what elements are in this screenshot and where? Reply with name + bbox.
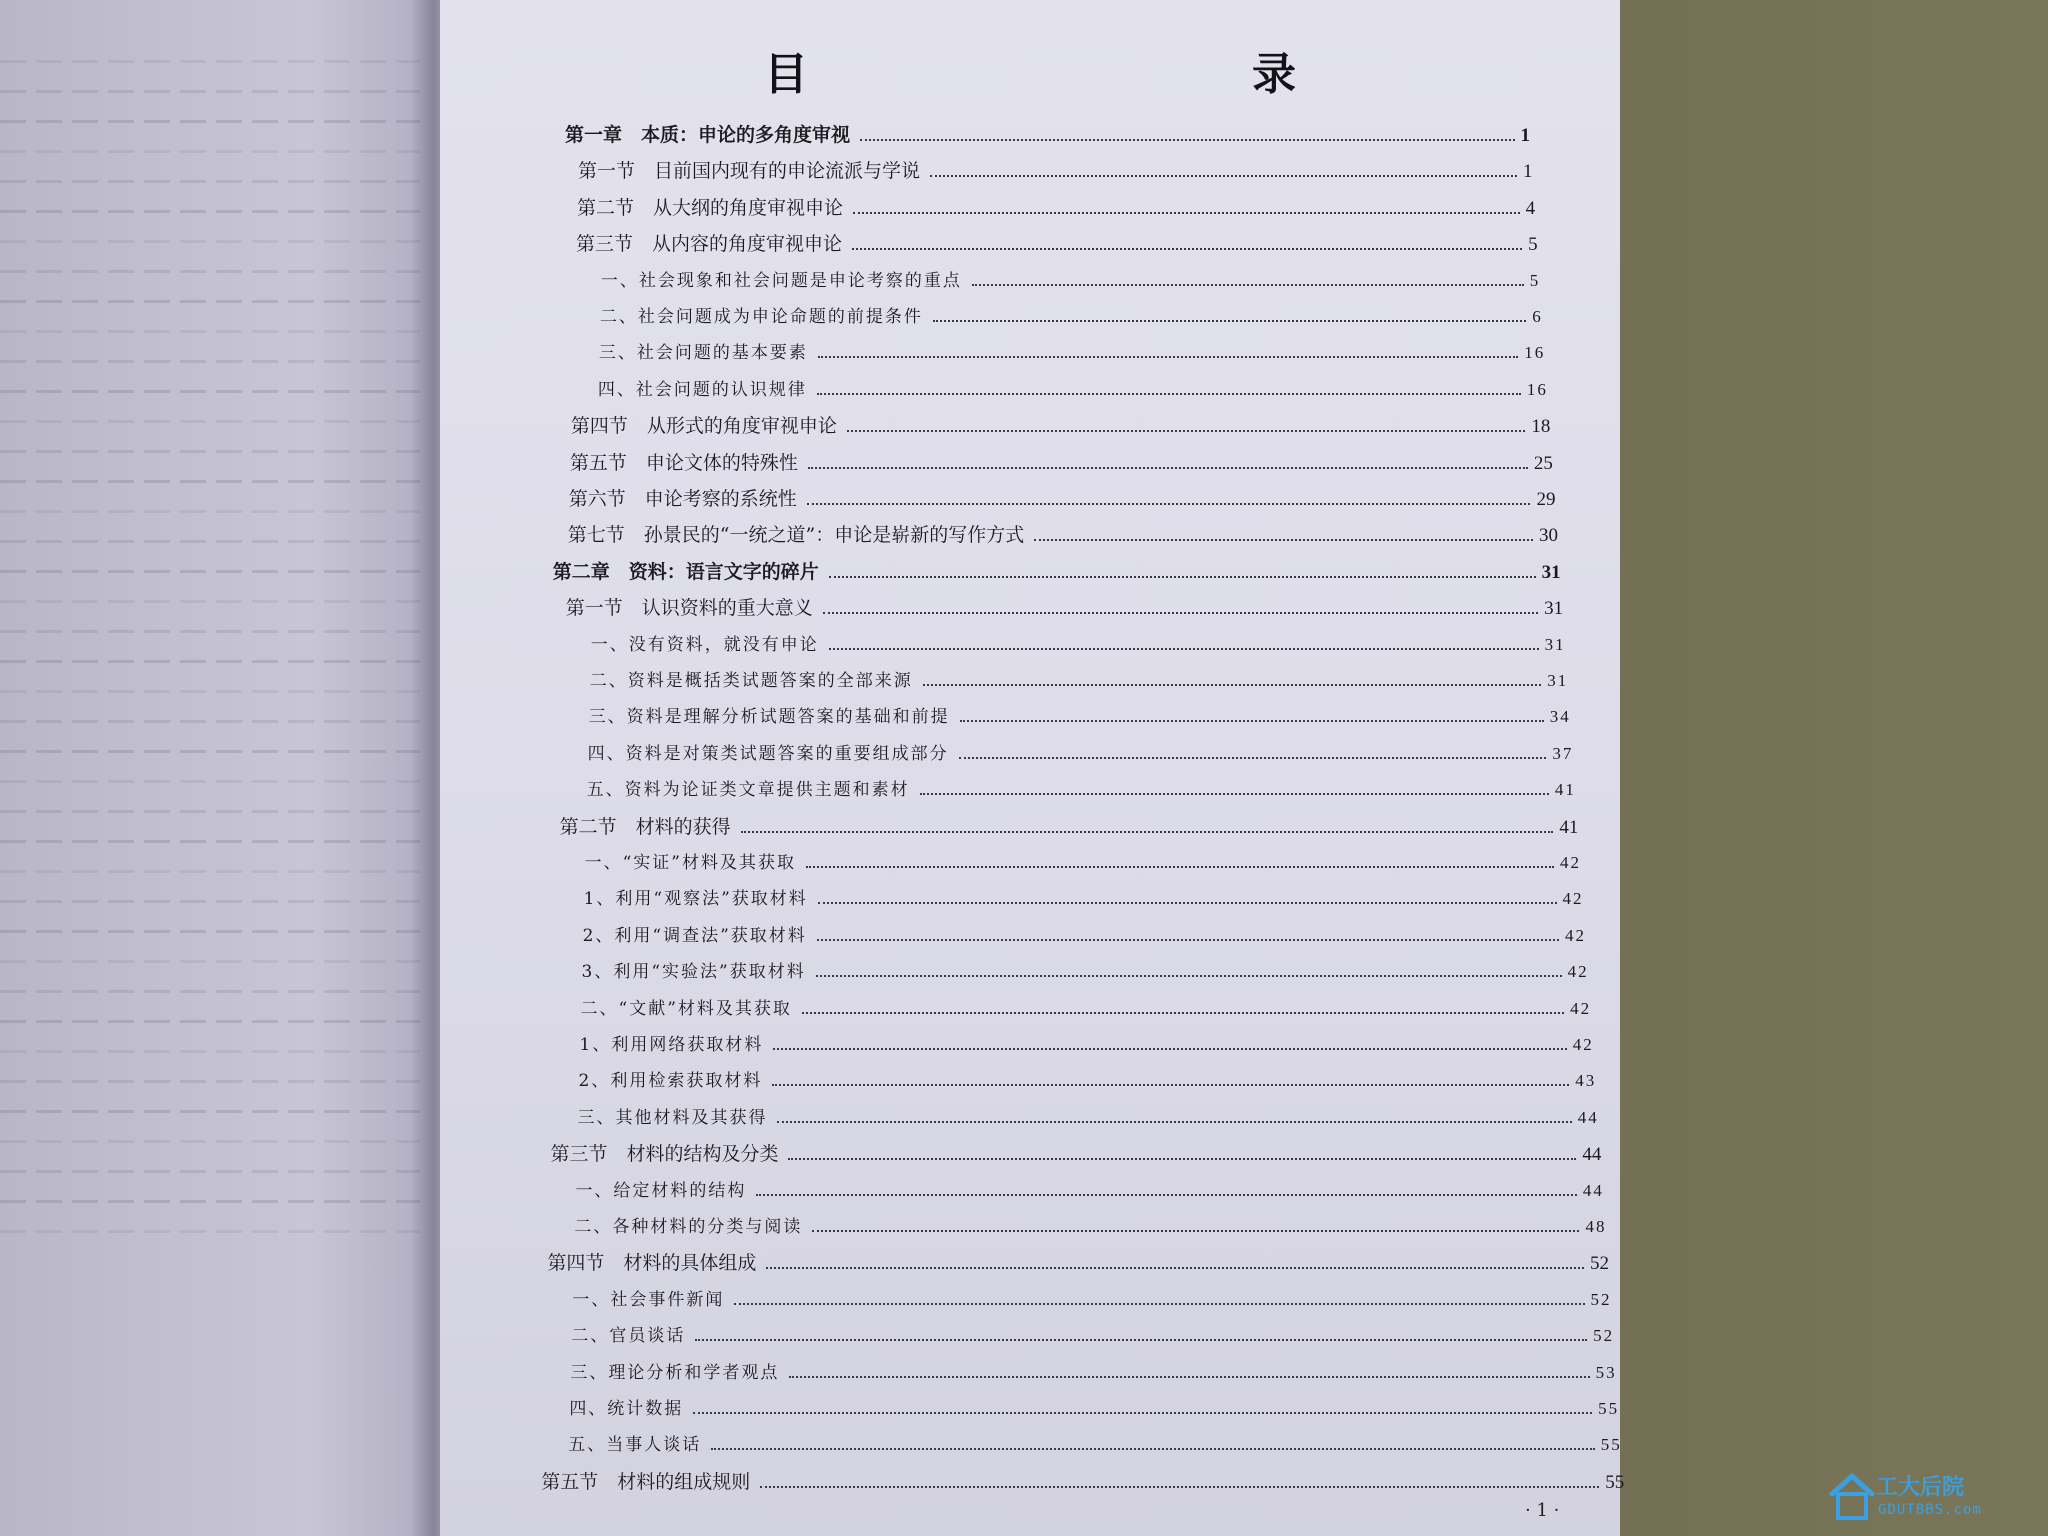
toc-entry-label: 第二章 资料：语言文字的碎片 bbox=[552, 560, 819, 583]
toc-entry-page: 42 bbox=[1567, 962, 1589, 982]
toc-leader-dots bbox=[693, 1412, 1592, 1414]
toc-entry-label: 四、资料是对策类试题答案的重要组成部分 bbox=[587, 743, 949, 764]
toc-entry-label: 第七节 孙景民的“一统之道”：申论是崭新的写作方式 bbox=[567, 524, 1025, 547]
toc-entry-page: 18 bbox=[1531, 416, 1551, 438]
toc-entry bbox=[572, 1285, 1611, 1315]
toc-entry-label: 三、资料是理解分析试题答案的基础和前提 bbox=[588, 707, 950, 728]
toc-leader-dots bbox=[960, 720, 1544, 722]
toc-entry-label: 第六节 申论考察的系统性 bbox=[568, 488, 797, 510]
toc-entry bbox=[579, 1066, 1597, 1096]
toc-entry-label: 四、统计数据 bbox=[569, 1399, 684, 1419]
toc-entry bbox=[577, 193, 1535, 223]
toc-entry bbox=[601, 266, 1540, 296]
toc-entry-page: 25 bbox=[1533, 452, 1553, 474]
toc-leader-dots bbox=[772, 1084, 1569, 1086]
toc-entry bbox=[574, 1212, 1606, 1242]
toc-entry bbox=[582, 957, 1589, 987]
house-icon bbox=[1828, 1468, 1876, 1524]
toc-entry-page: 16 bbox=[1526, 379, 1548, 399]
toc-entry bbox=[568, 1430, 1621, 1460]
toc-entry-label: 三、理论分析和学者观点 bbox=[570, 1362, 780, 1383]
toc-entry-label: 第一章 本质：申论的多角度审视 bbox=[565, 124, 851, 146]
toc-entry bbox=[571, 411, 1551, 441]
toc-leader-dots bbox=[829, 648, 1539, 650]
toc-entry-page: 16 bbox=[1524, 343, 1546, 363]
toc-entry bbox=[577, 1103, 1598, 1133]
toc-entry bbox=[599, 338, 1545, 368]
toc-leader-dots bbox=[1034, 539, 1533, 541]
toc-leader-dots bbox=[920, 793, 1549, 795]
toc-leader-dots bbox=[930, 175, 1517, 177]
toc-leader-dots bbox=[760, 1486, 1599, 1488]
toc-entry-label: 第四节 从形式的角度审视申论 bbox=[570, 415, 837, 438]
toc-entry bbox=[589, 702, 1571, 732]
toc-entry-label: 一、社会现象和社会问题是申论考察的重点 bbox=[600, 270, 962, 291]
toc-entry-page: 48 bbox=[1585, 1217, 1607, 1236]
toc-entry-label: 1、利用“观察法”获取材料 bbox=[583, 889, 808, 910]
toc-leader-dots bbox=[766, 1267, 1584, 1269]
toc-entry-label: 五、当事人谈话 bbox=[568, 1435, 702, 1456]
toc-entry-page: 44 bbox=[1582, 1144, 1602, 1166]
toc-leader-dots bbox=[860, 139, 1514, 141]
toc-entry bbox=[590, 666, 1569, 696]
toc-entry-label: 第四节 材料的具体组成 bbox=[547, 1252, 757, 1275]
toc-leader-dots bbox=[818, 356, 1518, 358]
toc-leader-dots bbox=[812, 1230, 1579, 1232]
toc-entry bbox=[570, 448, 1553, 478]
toc-entry-page: 53 bbox=[1595, 1362, 1617, 1382]
toc-entry bbox=[583, 921, 1586, 951]
toc-leader-dots bbox=[817, 393, 1521, 395]
toc-entry-page: 31 bbox=[1544, 634, 1566, 654]
watermark-text: 工大后院 bbox=[1876, 1475, 1965, 1500]
toc-entry-label: 第一节 目前国内现有的申论流派与学说 bbox=[577, 160, 920, 183]
toc-entry bbox=[600, 302, 1543, 332]
toc-entry-label: 五、资料为论证类文章提供主题和素材 bbox=[586, 780, 910, 801]
toc-entry-label: 三、社会问题的基本要素 bbox=[598, 343, 808, 364]
toc-entry-page: 29 bbox=[1536, 489, 1556, 510]
toc-entry-page: 30 bbox=[1539, 525, 1559, 547]
toc-entry-label: 四、社会问题的认识规律 bbox=[597, 379, 807, 400]
toc-leader-dots bbox=[923, 684, 1542, 686]
toc-entry-label: 二、资料是概括类试题答案的全部来源 bbox=[589, 671, 913, 691]
toc-leader-dots bbox=[756, 1194, 1576, 1196]
toc-entry-label: 1、利用网络获取材料 bbox=[579, 1035, 764, 1055]
toc-leader-dots bbox=[711, 1448, 1594, 1450]
toc-leader-dots bbox=[734, 1303, 1584, 1305]
toc-entry-page: 6 bbox=[1532, 307, 1543, 326]
toc-entry-page: 4 bbox=[1525, 197, 1536, 219]
toc-entry-label: 二、各种材料的分类与阅读 bbox=[574, 1217, 803, 1237]
toc-entry bbox=[581, 994, 1592, 1024]
toc-entry-label: 第三节 从内容的角度审视申论 bbox=[575, 233, 842, 256]
toc-entry-label: 第五节 材料的组成规则 bbox=[541, 1470, 751, 1493]
toc-leader-dots bbox=[807, 503, 1531, 505]
toc-entry-page: 37 bbox=[1552, 743, 1574, 763]
toc-entry-page: 43 bbox=[1575, 1071, 1597, 1091]
toc-leader-dots bbox=[823, 612, 1538, 614]
toc-leader-dots bbox=[933, 320, 1526, 322]
toc-entry bbox=[578, 156, 1533, 186]
toc-leader-dots bbox=[853, 212, 1520, 214]
toc-entry bbox=[568, 520, 1558, 550]
toc-entry-label: 二、“文献”材料及其获取 bbox=[580, 998, 792, 1019]
toc-entry-page: 42 bbox=[1562, 889, 1584, 909]
toc-entry-page: 34 bbox=[1549, 707, 1571, 727]
toc-entry bbox=[591, 630, 1566, 660]
toc-leader-dots bbox=[741, 831, 1554, 833]
toc-entry-label: 一、社会事件新闻 bbox=[572, 1289, 725, 1310]
toc-entry-page: 42 bbox=[1559, 853, 1581, 872]
page-title: 目 录 bbox=[764, 49, 1496, 100]
watermark-domain: GDUTBBS.com bbox=[1878, 1502, 1982, 1518]
toc-entry bbox=[588, 739, 1574, 769]
toc-leader-dots bbox=[806, 866, 1554, 868]
toc-entry-label: 第五节 申论文体的特殊性 bbox=[569, 451, 798, 474]
toc-entry-page: 42 bbox=[1565, 925, 1587, 945]
toc-entry bbox=[598, 375, 1548, 405]
toc-leader-dots bbox=[847, 430, 1526, 432]
toc-entry-page: 52 bbox=[1593, 1326, 1615, 1346]
toc-entry bbox=[576, 229, 1538, 259]
toc-entry-page: 44 bbox=[1577, 1107, 1599, 1127]
toc-entry bbox=[571, 1321, 1614, 1351]
toc-entry bbox=[570, 1358, 1616, 1388]
toc-entry bbox=[585, 848, 1581, 878]
toc-entry-label: 二、官员谈话 bbox=[571, 1326, 686, 1347]
toc-leader-dots bbox=[818, 902, 1557, 904]
toc-entry-page: 42 bbox=[1572, 1035, 1594, 1054]
toc-leader-dots bbox=[959, 757, 1547, 759]
toc-entry-label: 2、利用“调查法”获取材料 bbox=[582, 925, 807, 946]
toc-entry-page: 52 bbox=[1590, 1289, 1612, 1309]
toc-entry-page: 31 bbox=[1544, 598, 1564, 620]
toc-entry-page: 41 bbox=[1554, 780, 1576, 800]
toc-entry-label: 第二节 材料的获得 bbox=[559, 815, 731, 838]
toc-leader-dots bbox=[817, 939, 1559, 941]
toc-entry bbox=[565, 120, 1530, 150]
toc-leader-dots bbox=[816, 975, 1562, 977]
toc-leader-dots bbox=[852, 248, 1522, 250]
toc-entry-label: 第一节 认识资料的重大意义 bbox=[565, 597, 813, 620]
toc-entry bbox=[584, 884, 1584, 914]
toc-entry-page: 42 bbox=[1570, 998, 1592, 1018]
toc-entry bbox=[569, 484, 1556, 514]
toc-leader-dots bbox=[972, 284, 1524, 286]
toc-entry-page: 31 bbox=[1547, 671, 1569, 690]
toc-entry-page: 41 bbox=[1559, 816, 1579, 838]
toc-entry bbox=[587, 775, 1576, 805]
toc-entry bbox=[580, 1030, 1594, 1060]
toc-entry-label: 2、利用检索获取材料 bbox=[578, 1071, 763, 1092]
toc-entry-page: 31 bbox=[1541, 561, 1561, 583]
toc-entry-page: 5 bbox=[1528, 234, 1538, 256]
toc-entry-page: 44 bbox=[1582, 1180, 1604, 1200]
toc-leader-dots bbox=[695, 1339, 1587, 1341]
toc-entry-page: 5 bbox=[1529, 270, 1541, 290]
watermark-logo bbox=[1828, 1468, 2028, 1528]
toc-entry-label: 三、其他材料及其获得 bbox=[577, 1107, 768, 1128]
toc-leader-dots bbox=[802, 1012, 1564, 1014]
toc-leader-dots bbox=[773, 1048, 1566, 1050]
toc-entry-page: 55 bbox=[1598, 1399, 1620, 1418]
toc-entry-page: 55 bbox=[1605, 1471, 1625, 1493]
toc-entry-label: 一、“实证”材料及其获取 bbox=[584, 853, 796, 873]
toc-entry-label: 二、社会问题成为申论命题的前提条件 bbox=[599, 307, 923, 327]
toc-leader-dots bbox=[808, 467, 1528, 469]
toc-leader-dots bbox=[777, 1121, 1571, 1123]
toc-entry bbox=[566, 593, 1563, 623]
toc-entry bbox=[560, 812, 1579, 842]
toc-entry bbox=[541, 1467, 1624, 1497]
toc-entry bbox=[575, 1176, 1603, 1206]
toc-entry bbox=[569, 1394, 1619, 1424]
page-number: · 1 · bbox=[1525, 1500, 1560, 1521]
toc-leader-dots bbox=[829, 576, 1536, 578]
toc-entry-label: 一、没有资料，就没有申论 bbox=[590, 634, 819, 655]
toc-entry-label: 3、利用“实验法”获取材料 bbox=[581, 962, 806, 983]
toc-entry-page: 1 bbox=[1520, 125, 1530, 146]
toc-leader-dots bbox=[789, 1376, 1589, 1378]
toc-entry bbox=[553, 557, 1561, 587]
toc-entry-page: 55 bbox=[1600, 1435, 1622, 1455]
toc-leader-dots bbox=[788, 1158, 1576, 1160]
toc-entry-label: 一、给定材料的结构 bbox=[575, 1180, 747, 1201]
toc-entry-label: 第二节 从大纲的角度审视申论 bbox=[576, 196, 843, 219]
toc-entry-page: 52 bbox=[1589, 1253, 1609, 1275]
toc-entry bbox=[547, 1248, 1609, 1278]
toc-entry-page: 1 bbox=[1523, 161, 1533, 183]
toc-entry-label: 第三节 材料的结构及分类 bbox=[550, 1143, 779, 1166]
toc-entry bbox=[550, 1139, 1601, 1169]
